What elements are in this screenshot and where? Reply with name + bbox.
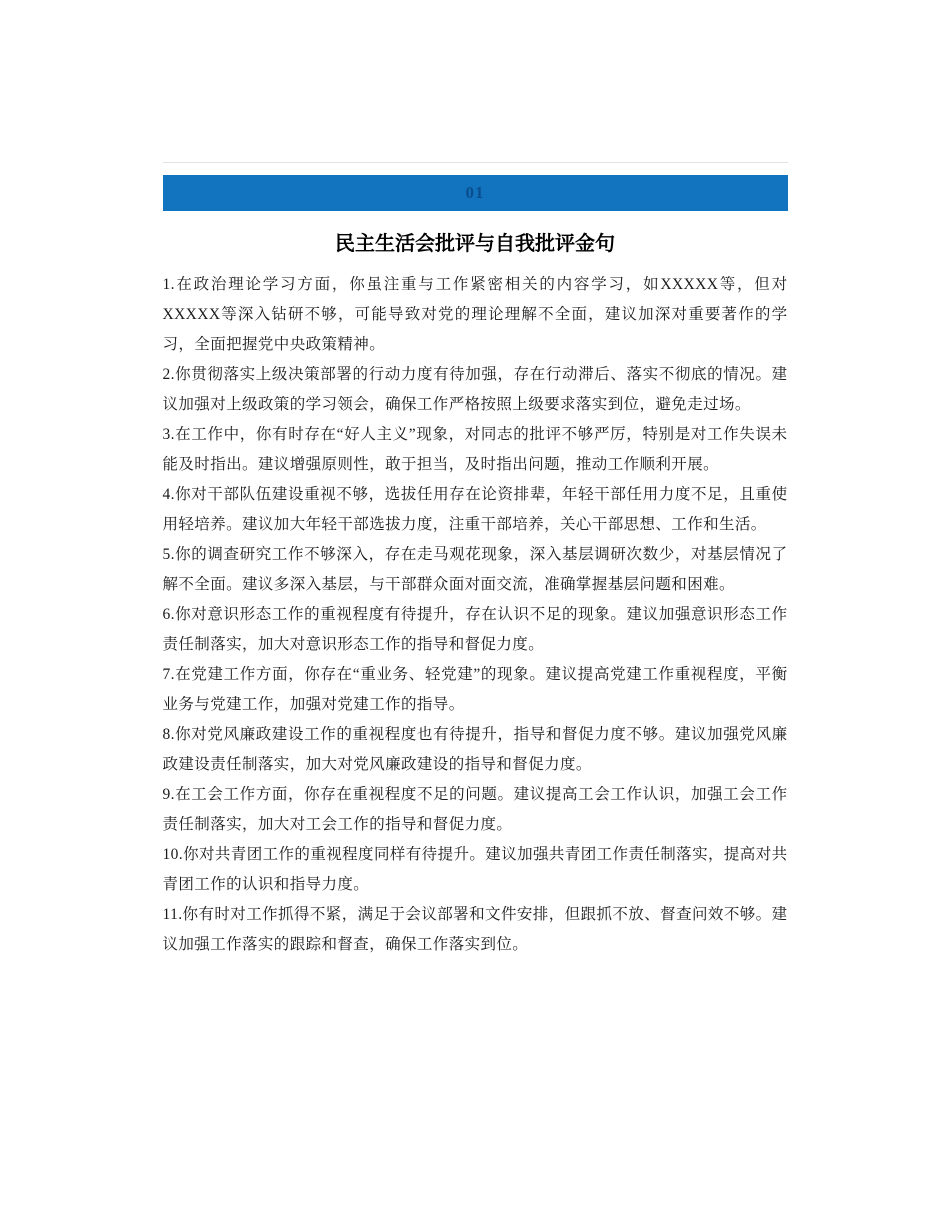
paragraph: 2.你贯彻落实上级决策部署的行动力度有待加强，存在行动滞后、落实不彻底的情况。建议加强对上级政策的学习领会，确保工作严格按照上级要求落实到位，避免走过场。 [162,366,788,413]
paragraph: 8.你对党风廉政建设工作的重视程度也有待提升，指导和督促力度不够。建议加强党风廉政建设责任制落实，加大对党风廉政建设的指导和督促力度。 [162,726,788,773]
paragraph: 9.在工会工作方面，你存在重视程度不足的问题。建议提高工会工作认识，加强工会工作责任制落实，加大对工会工作的指导和督促力度。 [162,786,788,833]
paragraph: 7.在党建工作方面，你存在“重业务、轻党建”的现象。建议提高党建工作重视程度，平衡业务与党建工作，加强对党建工作的指导。 [162,666,788,713]
page-title: 民主生活会批评与自我批评金句 [335,233,615,255]
paragraph: 4.你对干部队伍建设重视不够，选拔任用存在论资排辈，年轻干部任用力度不足，且重使用轻培养。建议加大年轻干部选拔力度，注重干部培养，关心干部思想、工作和生活。 [162,486,788,533]
paragraph: 3.在工作中，你有时存在“好人主义”现象，对同志的批评不够严厉，特别是对工作失误未能及时指出。建议增强原则性，敢于担当，及时指出问题，推动工作顺利开展。 [162,426,788,473]
top-divider [163,162,788,163]
section-number: 01 [465,183,485,202]
document-page [163,0,788,960]
paragraph: 10.你对共青团工作的重视程度同样有待提升。建议加强共青团工作责任制落实，提高对共青团工作的认识和指导力度。 [162,846,788,893]
document-body [163,270,788,960]
section-banner [163,175,788,211]
paragraph: 6.你对意识形态工作的重视程度有待提升，存在认识不足的现象。建议加强意识形态工作责任制落实，加大对意识形态工作的指导和督促力度。 [162,606,788,653]
paragraph: 11.你有时对工作抓得不紧，满足于会议部署和文件安排，但跟抓不放、督查问效不够。建议加强工作落实的跟踪和督查，确保工作落实到位。 [162,906,788,953]
paragraph: 1.在政治理论学习方面，你虽注重与工作紧密相关的内容学习，如XXXXX等，但对XXXXX等深入钻研不够，可能导致对党的理论理解不全面，建议加深对重要著作的学习，全面把握党中央政策精神。 [162,276,788,353]
paragraph: 5.你的调查研究工作不够深入，存在走马观花现象，深入基层调研次数少，对基层情况了解不全面。建议多深入基层，与干部群众面对面交流，准确掌握基层问题和困难。 [162,546,788,593]
